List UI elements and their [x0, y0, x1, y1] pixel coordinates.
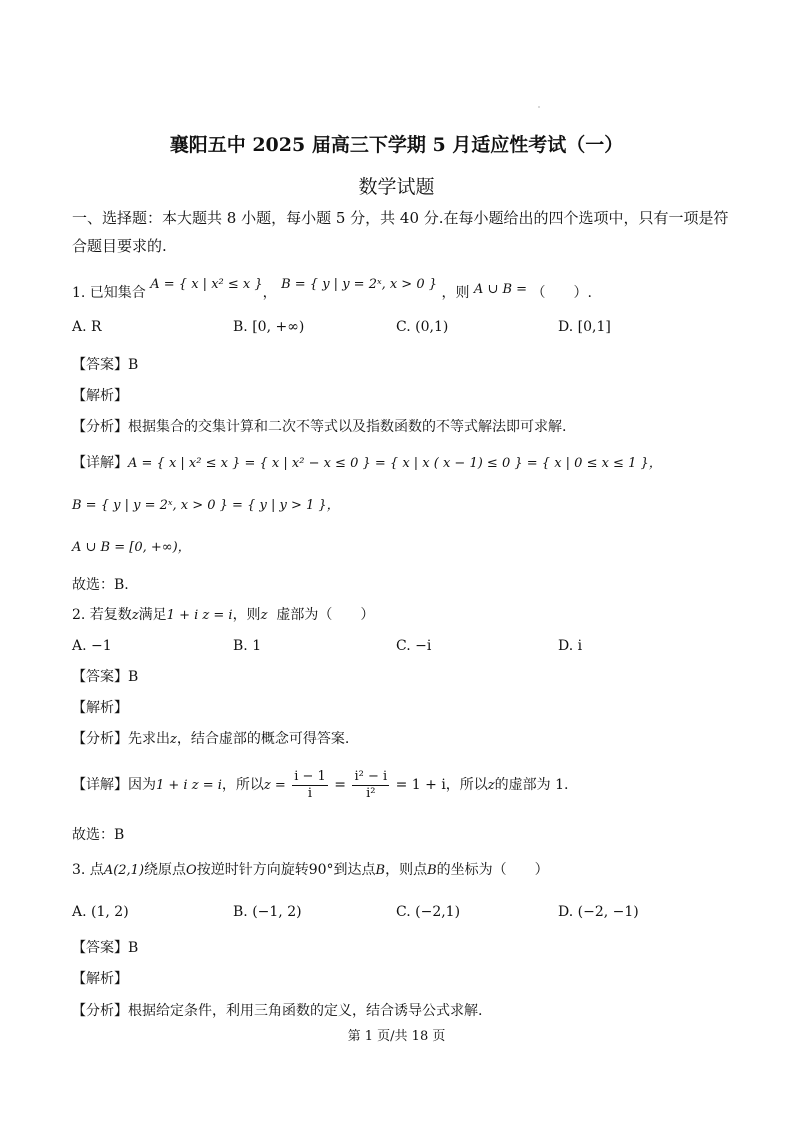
- q3-option-c-label: C.: [396, 904, 416, 920]
- q1-answer-value: B: [128, 357, 139, 373]
- q1-detail-line-2: [72, 496, 340, 515]
- q2-option-b-label: B.: [233, 638, 253, 654]
- q3-fenxi: [72, 1002, 482, 1020]
- q3-option-c-value: (−2,1): [415, 904, 461, 920]
- q2-detail-mid2: ，所以: [445, 777, 488, 793]
- q1-analysis-tag: 【解析】: [72, 388, 128, 404]
- q2-frac1-num: i − 1: [294, 768, 326, 784]
- exam-title: 襄阳五中 2025 届高三下学期 5 月适应性考试（一）: [169, 134, 624, 156]
- q2-fenxi: [72, 730, 349, 749]
- q2-detail-mid: ，所以: [221, 777, 264, 793]
- q2-option-d-value: i: [577, 638, 583, 654]
- q2-answer-value: B: [128, 669, 139, 685]
- q1-union: A ∪ B =: [473, 282, 528, 297]
- q2-z2: z: [260, 608, 268, 623]
- q3-point-a: A(2,1): [103, 863, 145, 878]
- q2-option-c: [396, 637, 431, 655]
- q2-fraction-1: [292, 769, 328, 802]
- q2-option-c-label: C.: [396, 638, 416, 654]
- scan-speck: [538, 106, 540, 108]
- q3-origin: O: [186, 863, 197, 878]
- q3-answer: [72, 939, 138, 957]
- q2-option-b: [233, 637, 261, 655]
- exam-subtitle: 数学试题: [358, 176, 435, 198]
- q2-conclusion: 故选：B: [72, 827, 125, 843]
- q3-fenxi-text: 根据给定条件，利用三角函数的定义，结合诱导公式求解.: [128, 1003, 483, 1019]
- q2-option-d-label: D.: [558, 638, 578, 654]
- q1-option-a-value: R: [91, 319, 102, 335]
- q2-detail-line: [72, 768, 568, 803]
- q3-point-b: B: [375, 863, 386, 878]
- q2-detail-post: 的虚部为 1.: [494, 777, 569, 793]
- page-footer: 第 1 页/共 18 页: [347, 1029, 446, 1044]
- q1-detail-1: A = { x | x² ≤ x } = { x | x² − x ≤ 0 } = { x | x ( x − 1) ≤ 0 } = { x | 0 ≤ x ≤ 1 }，: [128, 456, 662, 471]
- q3-option-a-value: (1, 2): [91, 904, 129, 920]
- question-2-stem: [72, 606, 374, 625]
- q1-detail-tag: 【详解】: [72, 455, 128, 471]
- q3-angle: 90°: [308, 862, 334, 878]
- q3-fenxi-tag: 【分析】: [72, 1003, 128, 1019]
- q2-equation: 1 + i z = i: [166, 608, 233, 623]
- q2-frac1-den: i: [307, 785, 313, 801]
- q2-option-c-value: −i: [415, 638, 432, 654]
- q2-option-a: [72, 637, 112, 655]
- q1-detail-line-1: [72, 454, 662, 473]
- q3-prefix: 3. 点: [72, 862, 104, 878]
- q1-option-d: [558, 318, 611, 336]
- q3-point-b2: B: [427, 863, 437, 878]
- q2-z3: z: [487, 778, 495, 793]
- q2-fenxi-z: z: [170, 732, 177, 747]
- section-intro: 一、选择题：本大题共 8 小题，每小题 5 分，共 40 分.在每小题给出的四个选项中，只有一项是符合题目要求的.: [72, 209, 729, 255]
- q3-option-d-label: D.: [558, 904, 578, 920]
- q1-suffix: （ ）.: [531, 285, 592, 301]
- q2-fenxi-tag: 【分析】: [72, 731, 128, 747]
- q1-answer: [72, 356, 138, 374]
- q2-detail-equation: 1 + i z = i: [156, 778, 222, 793]
- q3-answer-value: B: [128, 940, 139, 956]
- q3-option-a-label: A.: [72, 904, 92, 920]
- q2-option-b-value: 1: [252, 638, 262, 654]
- q2-option-a-label: A.: [72, 638, 92, 654]
- q2-eq-sign: =: [334, 777, 346, 793]
- q3-analysis-tag: 【解析】: [72, 971, 128, 987]
- q2-option-a-value: −1: [91, 638, 112, 654]
- q1-option-b-value: [0, +∞): [252, 319, 305, 335]
- q1-fenxi: [72, 418, 566, 436]
- q1-option-c-value: (0,1): [415, 319, 449, 335]
- q1-conclusion: 故选：B.: [72, 577, 129, 593]
- question-1-stem: [72, 277, 592, 303]
- q3-option-b: [233, 903, 302, 921]
- q2-fenxi-pre: 先求出: [128, 731, 170, 747]
- q3-option-c: [396, 903, 460, 921]
- q1-mid: ，则: [441, 285, 470, 301]
- q2-answer-tag: 【答案】: [72, 669, 128, 685]
- q1-option-d-value: [0,1]: [577, 319, 611, 335]
- q2-option-d: [558, 637, 582, 655]
- q3-option-b-value: (−1, 2): [252, 904, 302, 920]
- q2-prefix: 2. 若复数: [72, 607, 132, 623]
- q1-option-b-label: B.: [233, 319, 253, 335]
- q2-z-eq: z =: [263, 778, 286, 793]
- q1-set-b: B = { y | y = 2ˣ, x > 0 }: [281, 277, 438, 292]
- q3-mid2: 按逆时针方向旋转: [196, 862, 309, 878]
- q2-suffix: 虚部为（ ）: [276, 607, 375, 623]
- q1-detail-2: B = { y | y = 2ˣ, x > 0 } = { y | y > 1 }，: [72, 498, 340, 513]
- q1-comma: ，: [262, 285, 277, 301]
- q2-detail-tag: 【详解】: [72, 777, 128, 793]
- q3-answer-tag: 【答案】: [72, 940, 128, 956]
- q1-option-c-label: C.: [396, 319, 416, 335]
- q1-fenxi-tag: 【分析】: [72, 419, 128, 435]
- q2-analysis-tag: 【解析】: [72, 700, 128, 716]
- q2-fraction-2: [352, 769, 389, 802]
- q1-prefix: 1. 已知集合: [72, 285, 146, 301]
- q3-option-d: [558, 903, 639, 921]
- q3-option-b-label: B.: [233, 904, 253, 920]
- q1-answer-tag: 【答案】: [72, 357, 128, 373]
- q1-detail-line-3: [72, 538, 191, 557]
- q2-z: z: [131, 608, 139, 623]
- q1-option-a-label: A.: [72, 319, 92, 335]
- q2-result: = 1 + i: [395, 777, 446, 793]
- q3-option-d-value: (−2, −1): [577, 904, 639, 920]
- q1-option-a: [72, 318, 102, 336]
- q2-fenxi-post: ，结合虚部的概念可得答案.: [176, 731, 350, 747]
- q3-suffix: 的坐标为（ ）: [436, 862, 549, 878]
- q2-detail-pre: 因为: [128, 777, 156, 793]
- q2-frac2-num: i² − i: [354, 768, 388, 784]
- q2-mid2: ，则: [232, 607, 261, 623]
- q3-mid4: ，则点: [385, 862, 428, 878]
- q2-answer: [72, 668, 138, 686]
- q2-frac2-den: i²: [366, 785, 376, 801]
- q2-mid1: 满足: [138, 607, 167, 623]
- q1-option-b: [233, 318, 304, 336]
- q1-option-d-label: D.: [558, 319, 578, 335]
- q1-option-c: [396, 318, 448, 336]
- q1-set-a: A = { x | x² ≤ x }: [150, 277, 263, 292]
- q3-mid1: 绕原点: [144, 862, 187, 878]
- q1-detail-3: A ∪ B = [0, +∞)，: [72, 540, 191, 555]
- q3-option-a: [72, 903, 129, 921]
- q3-mid3: 到达点: [333, 862, 376, 878]
- question-3-stem: [72, 861, 549, 880]
- q1-fenxi-text: 根据集合的交集计算和二次不等式以及指数函数的不等式解法即可求解.: [128, 419, 567, 435]
